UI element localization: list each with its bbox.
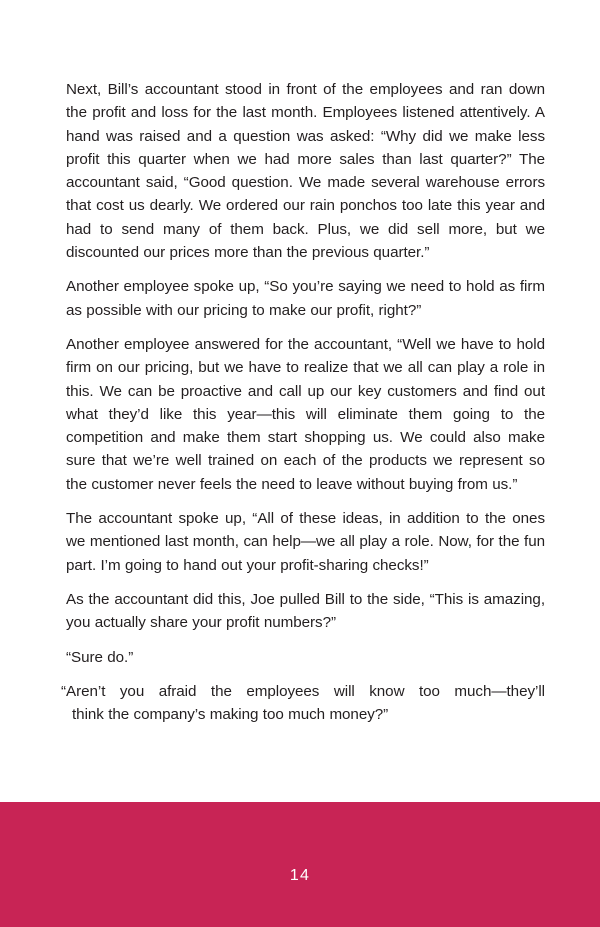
paragraph-2: Another employee spoke up, “So you’re saying we need to hold as firm as possible with our pricing to make our profit, right?” [66,278,545,319]
paragraph-7 [61,680,545,727]
paragraph-3: Another employee answered for the accountant, “Well we have to hold firm on our pricing, but we have to realize that we all can play a role in this. We can be proactive and call up our key customers and find out what they’d like this year—this will eliminate them going to the competition and make them start shopping us. We could also make sure that we’re well trained on each of the products we represent so the customer never feels the need to leave without buying from us.” [66,335,545,493]
footer-color-band [0,802,600,927]
paragraph-7-runover-line: think the company’s making too much money?” [72,706,389,724]
body-text-column [61,78,545,737]
paragraph-7-first-line: “Aren’t you afraid the employees will know too much—they’ll [61,682,545,700]
paragraph-4: The accountant spoke up, “All of these ideas, in addition to the ones we mentioned last month, can help—we all play a role. Now, for the fun part. I’m going to hand out your profit-sharing checks!” [66,510,545,574]
paragraph-5: As the accountant did this, Joe pulled Bill to the side, “This is amazing, you actually share your profit numbers?” [66,590,545,632]
page-number: 14 [289,867,311,884]
paragraph-6: “Sure do.” [66,648,134,666]
paragraph-1: Next, Bill’s accountant stood in front of the employees and ran down the profit and loss for the last month. Employees listened attentively. A hand was raised and a question was asked: “Why did we make less profit this quarter when we had more sales than last quarter?” The accountant said, “Good question. We made several warehouse errors that cost us dearly. We ordered our rain ponchos too late this year and had to send many of them back. Plus, we did sell more, but we discounted our prices more than the previous quarter.” [66,81,545,262]
